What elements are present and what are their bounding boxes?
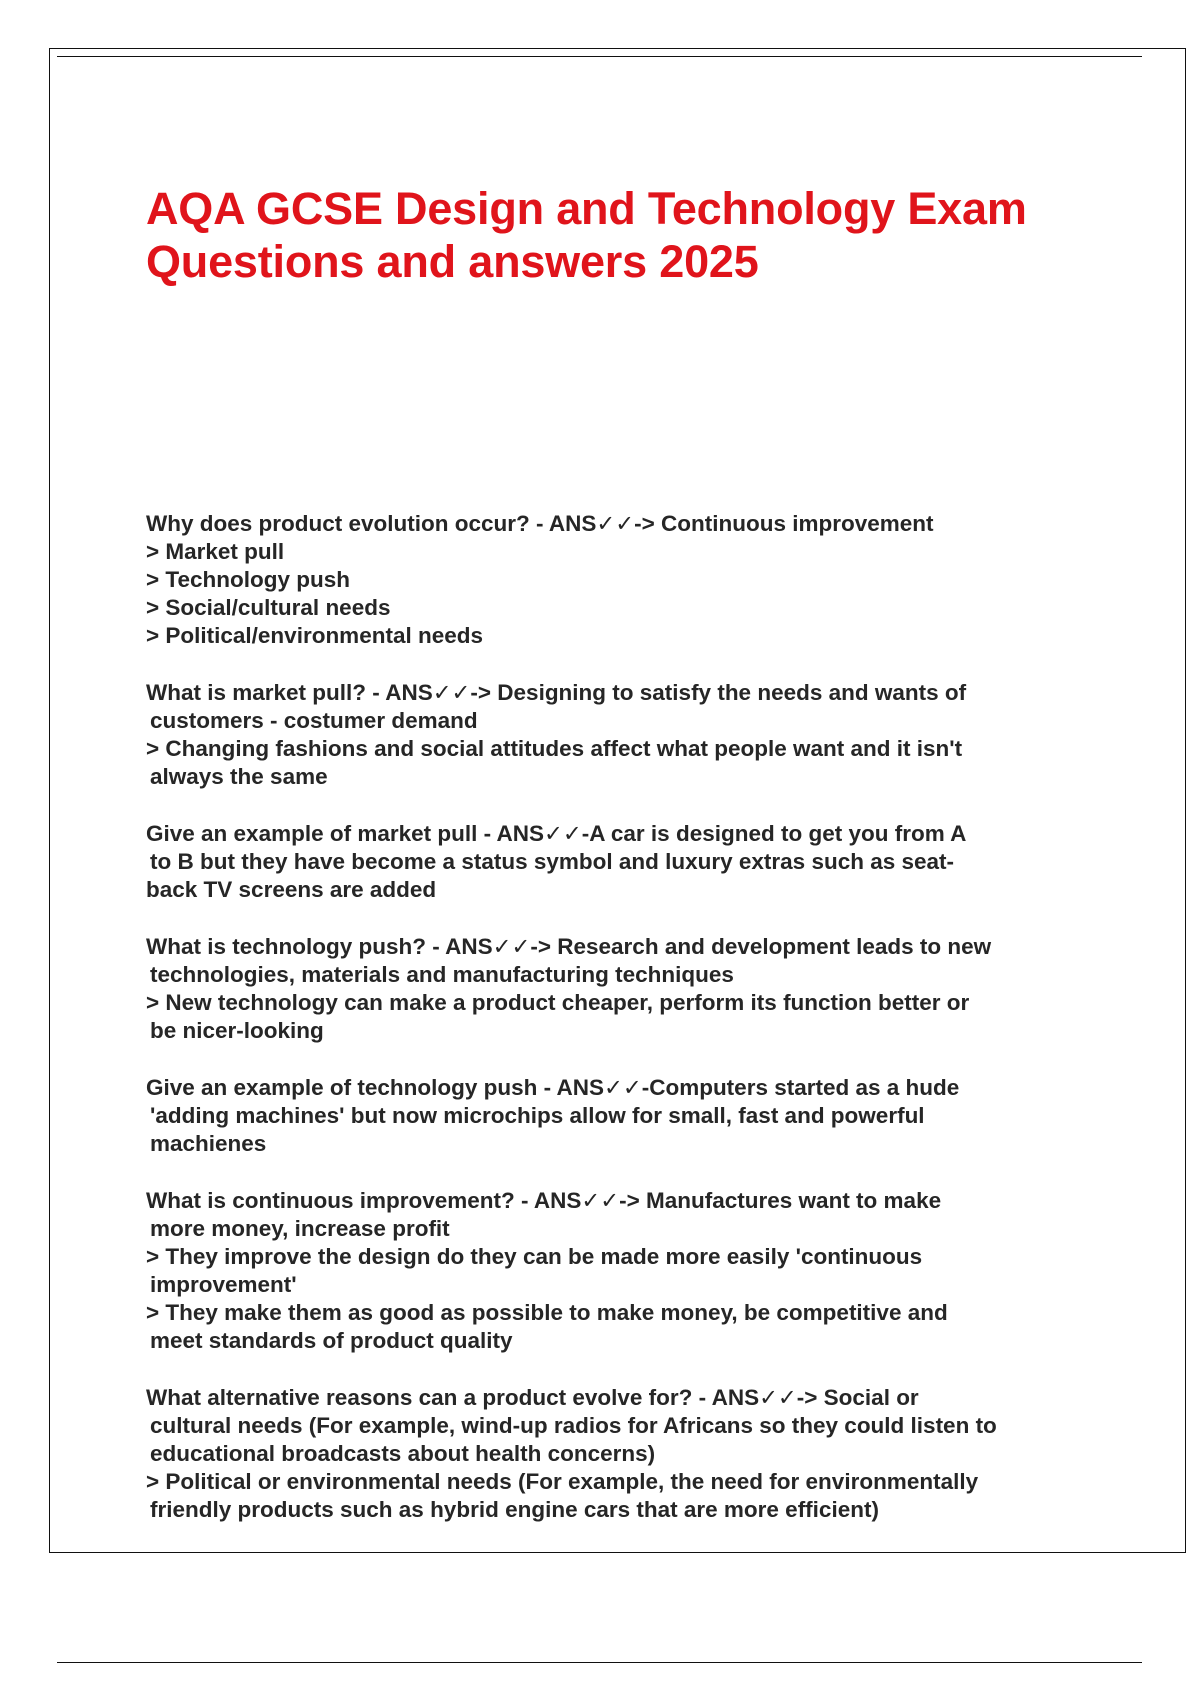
qa-answer-line: friendly products such as hybrid engine cars that are more efficient) (150, 1497, 879, 1522)
top-rule-divider (57, 56, 1142, 57)
document-title (146, 182, 1146, 288)
qa-item (146, 1384, 1106, 1524)
qa-question-line: What alternative reasons can a product evolve for? - ANS✓✓-> Social or (146, 1385, 919, 1410)
qa-answer-line: technologies, materials and manufacturing techniques (150, 962, 734, 987)
qa-answer-line: > Technology push (146, 567, 350, 592)
qa-answer-line: back TV screens are added (146, 877, 437, 902)
qa-answer-line: > New technology can make a product cheaper, perform its function better or (146, 990, 970, 1015)
qa-list (146, 510, 1106, 1553)
qa-question-line: Give an example of market pull - ANS✓✓-A car is designed to get you from A (146, 821, 967, 846)
qa-answer-line: > Political or environmental needs (For example, the need for environmentally (146, 1469, 979, 1494)
qa-answer-line: 'adding machines' but now microchips allow for small, fast and powerful (150, 1103, 925, 1128)
qa-item (146, 933, 1106, 1045)
qa-answer-line: > Social/cultural needs (146, 595, 391, 620)
qa-answer-line: > They make them as good as possible to make money, be competitive and (146, 1300, 948, 1325)
qa-item (146, 1187, 1106, 1355)
qa-answer-line: > Political/environmental needs (146, 623, 483, 648)
qa-answer-line: customers - costumer demand (150, 708, 478, 733)
qa-answer-line: > Market pull (146, 539, 285, 564)
qa-question-line: What is technology push? - ANS✓✓-> Research and development leads to new (146, 934, 992, 959)
bottom-rule-divider (57, 1662, 1142, 1663)
qa-answer-line: to B but they have become a status symbol and luxury extras such as seat- (150, 849, 955, 874)
qa-answer-line: improvement' (150, 1272, 297, 1297)
qa-question-line: What is market pull? - ANS✓✓-> Designing to satisfy the needs and wants of (146, 680, 967, 705)
qa-item (146, 820, 1106, 904)
document-title-line: AQA GCSE Design and Technology Exam (146, 183, 1027, 234)
qa-item (146, 510, 1106, 650)
qa-answer-line: be nicer-looking (150, 1018, 324, 1043)
qa-answer-line: always the same (150, 764, 328, 789)
qa-answer-line: meet standards of product quality (150, 1328, 513, 1353)
qa-answer-line: > They improve the design do they can be made more easily 'continuous (146, 1244, 923, 1269)
qa-answer-line: more money, increase profit (150, 1216, 450, 1241)
qa-item (146, 1074, 1106, 1158)
qa-answer-line: educational broadcasts about health concerns) (150, 1441, 656, 1466)
qa-answer-line: cultural needs (For example, wind-up radios for Africans so they could listen to (150, 1413, 997, 1438)
qa-item (146, 679, 1106, 791)
qa-question-line: What is continuous improvement? - ANS✓✓-> Manufactures want to make (146, 1188, 942, 1213)
qa-answer-line: machienes (150, 1131, 267, 1156)
qa-answer-line: > Changing fashions and social attitudes affect what people want and it isn't (146, 736, 963, 761)
qa-question-line: Why does product evolution occur? - ANS✓✓-> Continuous improvement (146, 511, 934, 536)
qa-question-line: Give an example of technology push - ANS✓✓-Computers started as a hude (146, 1075, 960, 1100)
document-title-line: Questions and answers 2025 (146, 236, 759, 287)
